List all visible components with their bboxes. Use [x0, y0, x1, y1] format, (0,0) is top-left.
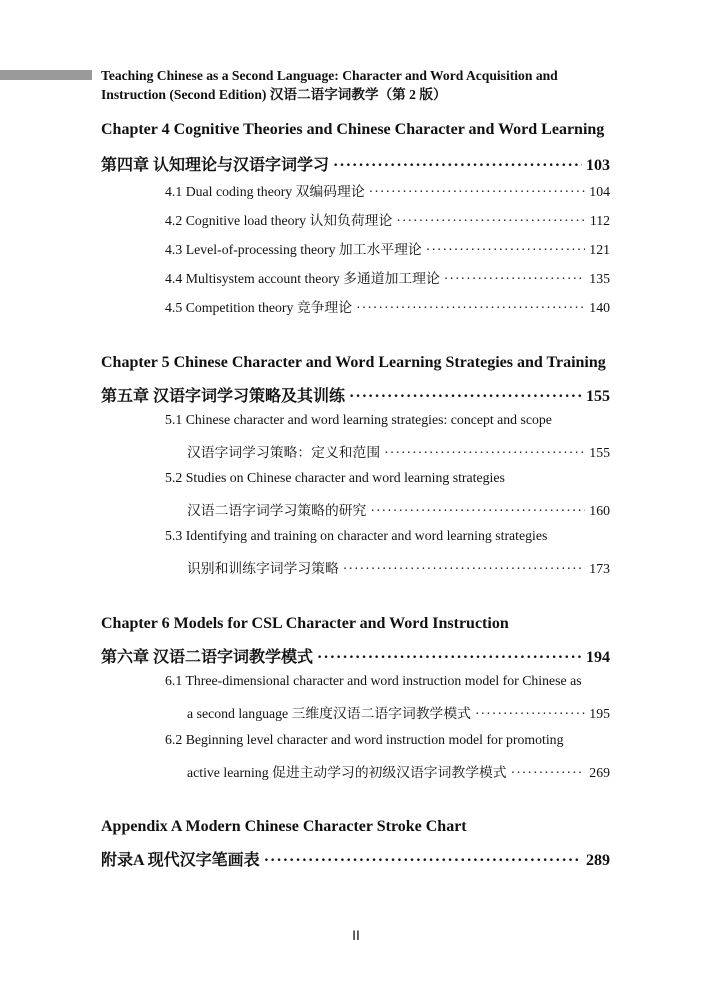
leader-dots	[396, 213, 586, 229]
leader-dots	[356, 300, 585, 316]
toc-entry-page: 121	[589, 242, 610, 257]
toc-entry-5-1-title-en: 5.1 Chinese character and word learning strategies: concept and scope	[165, 412, 552, 427]
leader-dots	[370, 503, 585, 519]
leader-dots	[343, 561, 586, 577]
page-number: II	[352, 927, 360, 943]
toc-entry-label: 汉语字词学习策略：定义和范围	[187, 445, 381, 460]
appendix-a-title-cn: 附录A 现代汉字笔画表	[101, 852, 260, 869]
appendix-a-title-en: Appendix A Modern Chinese Character Stroke Chart	[101, 818, 467, 835]
chapter-6-page: 194	[586, 649, 610, 666]
toc-entry-page: 173	[589, 561, 610, 576]
toc-entry-page: 140	[589, 300, 610, 315]
toc-entry-label: active learning 促进主动学习的初级汉语字词教学模式	[187, 765, 507, 780]
leader-dots	[475, 706, 585, 722]
chapter-6-entry[interactable]	[101, 644, 610, 667]
chapter-5-title-en: Chapter 5 Chinese Character and Word Learning Strategies and Training	[101, 354, 606, 371]
book-title	[101, 66, 631, 104]
chapter-5-title-cn: 第五章 汉语字词学习策略及其训练	[101, 388, 346, 405]
toc-entry-label: 4.1 Dual coding theory 双编码理论	[165, 184, 365, 199]
toc-entry-4-4[interactable]	[165, 267, 610, 287]
chapter-6-title-cn: 第六章 汉语二语字词教学模式	[101, 649, 314, 666]
toc-entry-label: 汉语二语字词学习策略的研究	[187, 503, 367, 518]
leader-dots	[264, 852, 582, 870]
leader-dots	[317, 649, 582, 667]
appendix-a-entry[interactable]	[101, 847, 610, 870]
chapter-4-page: 103	[586, 157, 610, 174]
toc-entry-6-1[interactable]	[187, 702, 610, 722]
toc-entry-4-2[interactable]	[165, 209, 610, 229]
header-band	[0, 70, 92, 80]
toc-entry-page: 112	[589, 213, 610, 228]
toc-entry-6-2[interactable]	[187, 761, 610, 781]
toc-entry-label: 识别和训练字词学习策略	[187, 561, 339, 576]
toc-entry-4-3[interactable]	[165, 238, 610, 258]
leader-dots	[511, 765, 586, 781]
toc-entry-label: 4.5 Competition theory 竞争理论	[165, 300, 353, 315]
toc-entry-6-1-title-en: 6.1 Three-dimensional character and word instruction model for Chinese as	[165, 673, 582, 688]
leader-dots	[349, 388, 582, 406]
toc-entry-page: 135	[589, 271, 610, 286]
toc-entry-page: 195	[589, 706, 610, 721]
toc-entry-label: 4.4 Multisystem account theory 多通道加工理论	[165, 271, 440, 286]
toc-entry-5-3[interactable]	[187, 557, 610, 577]
leader-dots	[444, 271, 586, 287]
toc-entry-5-2-title-en: 5.2 Studies on Chinese character and word learning strategies	[165, 470, 505, 485]
book-title-line-2: Instruction (Second Edition) 汉语二语字词教学（第 2 版）	[101, 87, 447, 102]
toc-entry-page: 104	[589, 184, 610, 199]
chapter-5-entry[interactable]	[101, 383, 610, 406]
chapter-4-title-cn: 第四章 认知理论与汉语字词学习	[101, 157, 330, 174]
toc-entry-page: 269	[589, 765, 610, 780]
toc-entry-label: 4.3 Level-of-processing theory 加工水平理论	[165, 242, 422, 257]
chapter-4-entry[interactable]	[101, 152, 610, 175]
appendix-a-page: 289	[586, 852, 610, 869]
toc-entry-page: 155	[589, 445, 610, 460]
chapter-5-page: 155	[586, 388, 610, 405]
leader-dots	[333, 157, 582, 175]
toc-entry-5-3-title-en: 5.3 Identifying and training on character and word learning strategies	[165, 528, 548, 543]
toc-entry-5-1[interactable]	[187, 441, 610, 461]
chapter-4-title-en: Chapter 4 Cognitive Theories and Chinese Character and Word Learning	[101, 121, 605, 138]
leader-dots	[426, 242, 586, 258]
chapter-6-title-en: Chapter 6 Models for CSL Character and Word Instruction	[101, 615, 509, 632]
toc-entry-label: 4.2 Cognitive load theory 认知负荷理论	[165, 213, 393, 228]
leader-dots	[384, 445, 585, 461]
toc-entry-page: 160	[589, 503, 610, 518]
toc-entry-6-2-title-en: 6.2 Beginning level character and word instruction model for promoting	[165, 732, 564, 747]
toc-entry-label: a second language 三维度汉语二语字词教学模式	[187, 706, 471, 721]
toc-entry-4-1[interactable]	[165, 180, 610, 200]
leader-dots	[369, 184, 586, 200]
book-title-line-1: Teaching Chinese as a Second Language: Character and Word Acquisition and	[101, 68, 558, 83]
toc-entry-4-5[interactable]	[165, 296, 610, 316]
toc-entry-5-2[interactable]	[187, 499, 610, 519]
